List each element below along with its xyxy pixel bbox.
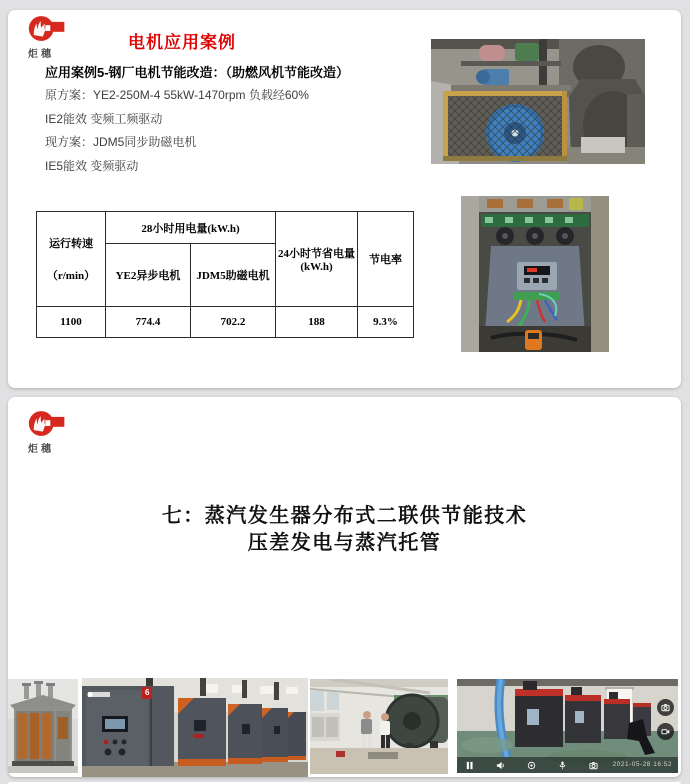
video-timestamp: 2021-05-28 16:52	[612, 761, 672, 768]
section-title-line1: 七：蒸汽发生器分布式二联供节能技术	[161, 505, 528, 527]
case-detail-line: IE2能效 变频工频驱动	[45, 111, 163, 126]
header-ye2-motor: YE2异步电机	[106, 244, 191, 307]
snapshot-icon	[589, 761, 598, 770]
slide1-title: 电机应用案例	[128, 33, 236, 52]
company-logo	[28, 13, 88, 60]
record-icon	[527, 761, 536, 770]
cell-speed: 1100	[37, 307, 106, 338]
logo-text: 炬穗	[28, 49, 54, 60]
header-24h-saving: 24小时节省电量(kW.h)	[276, 212, 358, 307]
cell-ye2-value: 774.4	[106, 307, 191, 338]
header-saving-rate: 节电率	[358, 212, 414, 307]
photo-control-cabinet	[461, 196, 609, 352]
section-title	[8, 503, 681, 557]
case-subtitle: 应用案例5-钢厂电机节能改造：（助燃风机节能改造）	[45, 65, 350, 80]
header-jdm5-motor: JDM5助磁电机	[191, 244, 276, 307]
section-title-line2: 压差发电与蒸汽托管	[247, 532, 442, 554]
speaker-icon	[496, 761, 505, 770]
photo-container-station	[8, 679, 78, 773]
case-detail-line: 原方案：YE2-250M-4 55kW-1470rpm 负载经60%	[45, 88, 309, 102]
camera-icon	[657, 699, 674, 716]
mic-icon	[558, 761, 567, 770]
video-side-buttons	[657, 699, 674, 740]
cell-saving-value: 188	[276, 307, 358, 338]
case-detail-line: 现方案：JDM5同步助磁电机	[45, 135, 197, 149]
logo-text: 炬穗	[28, 444, 54, 455]
flame-logo-icon	[28, 13, 66, 44]
slide-motor-application-case	[8, 10, 681, 388]
company-logo	[28, 408, 88, 455]
header-28h-consumption: 28小时用电量(kW.h)	[106, 212, 276, 244]
header-speed: 运行转速 （r/min）	[37, 212, 106, 307]
photo-boiler-room	[310, 679, 448, 774]
cell-rate-value: 9.3%	[358, 307, 414, 338]
photo-fan-motor-site	[431, 39, 645, 164]
slide-steam-generator-section	[8, 397, 681, 777]
generator-unit-number: 6	[142, 687, 152, 699]
photo-generator-row	[82, 678, 308, 777]
case-detail-line: IE5能效 变频驱动	[45, 158, 139, 173]
case-details	[45, 84, 309, 178]
video-camera-icon	[657, 723, 674, 740]
cell-jdm5-value: 702.2	[191, 307, 276, 338]
photo-monitoring-video	[457, 679, 678, 773]
pause-icon	[465, 761, 474, 770]
energy-comparison-table	[36, 211, 414, 338]
flame-logo-icon	[28, 408, 66, 439]
